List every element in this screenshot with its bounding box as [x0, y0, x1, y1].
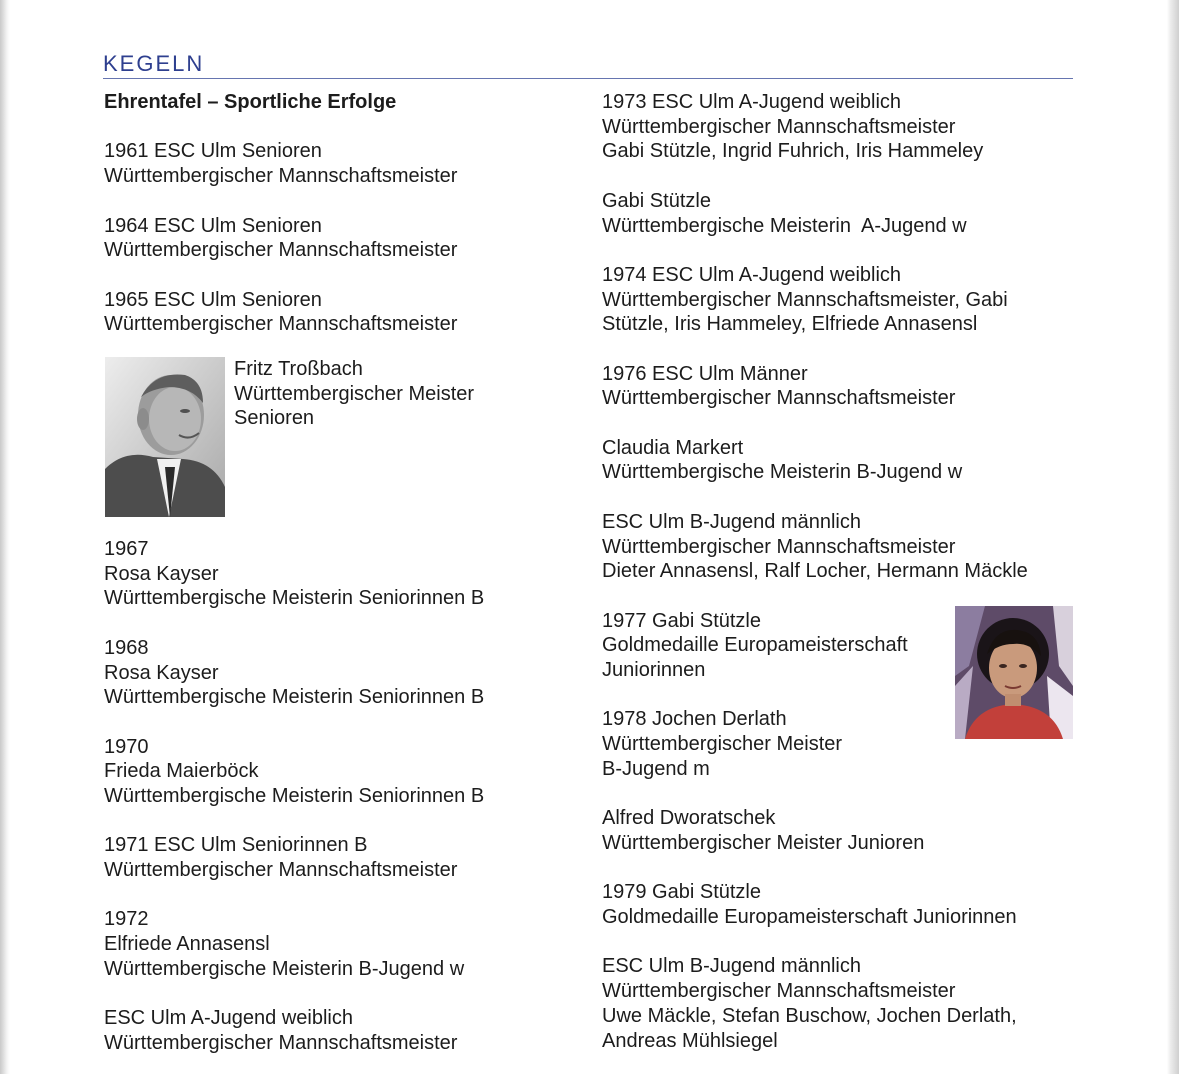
entry-line: 1977 Gabi Stützle [602, 609, 761, 632]
entry-line: Gabi Stützle [602, 189, 711, 212]
achievement-entry [602, 436, 1074, 485]
entry-line: 1979 Gabi Stützle [602, 881, 761, 904]
caption-line: Württembergischer Meister [234, 382, 475, 405]
entry-line: Württembergische Meisterin B-Jugend w [602, 461, 963, 484]
caption-line: Fritz Troßbach [234, 358, 363, 380]
photo-caption [234, 357, 474, 431]
spacer [104, 115, 574, 140]
achievement-entry [602, 90, 1074, 164]
caption-line: Senioren [234, 407, 315, 430]
entry-line: Württembergischer Meister [602, 733, 843, 756]
entry-line: Württembergischer Mannschaftsmeister [104, 165, 458, 188]
entry-line: 1978 Jochen Derlath [602, 708, 787, 731]
achievement-entry [602, 954, 1074, 1053]
achievement-entry [104, 735, 574, 809]
entry-line: Württembergische Meisterin Seniorinnen B [104, 587, 485, 610]
achievement-entry [104, 636, 574, 710]
entry-line: Claudia Markert [602, 436, 744, 459]
entry-line: 1972 [104, 908, 149, 931]
achievement-entry [602, 362, 1074, 411]
entry-line: Juniorinnen [602, 659, 706, 682]
entry-line: Württembergische Meisterin A-Jugend w [602, 214, 967, 237]
entry-line: Württembergische Meisterin Seniorinnen B [104, 785, 485, 807]
entry-line: 1965 ESC Ulm Senioren [104, 288, 322, 311]
achievement-entry [104, 537, 574, 611]
entry-line: Württembergischer Mannschaftsmeister [104, 859, 458, 882]
entry-line: 1964 ESC Ulm Senioren [104, 214, 322, 237]
page-shadow-left [0, 0, 10, 1074]
entry-line: Württembergischer Mannschaftsmeister [104, 239, 458, 262]
entry-line: Württembergischer Mannschaftsmeister [602, 387, 956, 410]
entry-line: ESC Ulm A-Jugend weiblich [104, 1007, 353, 1030]
left-column [104, 90, 574, 1074]
right-column [602, 90, 1074, 1053]
entry-line: Andreas Mühlsiegel [602, 1029, 778, 1052]
page-shadow-right [1167, 0, 1179, 1074]
entry-line: Gabi Stützle, Ingrid Fuhrich, Iris Hammeley [602, 140, 984, 163]
entry-line: Frieda Maierböck [104, 760, 259, 783]
entry-line: Rosa Kayser [104, 661, 219, 684]
entry-line: B-Jugend m [602, 757, 710, 780]
entry-line: Stützle, Iris Hammeley, Elfriede Annasensl [602, 313, 978, 336]
achievement-entry [104, 214, 574, 263]
achievement-entry [104, 1006, 574, 1055]
entry-line: 1971 ESC Ulm Seniorinnen B [104, 834, 368, 857]
achievement-entry [602, 880, 1074, 929]
entry-line: Württembergischer Mannschaftsmeister [602, 115, 956, 138]
entry-line: Uwe Mäckle, Stefan Buschow, Jochen Derlath, [602, 1004, 1017, 1027]
entry-line: Dieter Annasensl, Ralf Locher, Hermann Mäckle [602, 560, 1028, 583]
entry-line: Württembergischer Mannschaftsmeister [602, 980, 956, 1003]
entry-line: 1970 [104, 735, 149, 758]
entry-line: 1961 ESC Ulm Senioren [104, 140, 322, 163]
achievement-entry [602, 189, 1074, 238]
section-title: KEGELN [103, 51, 205, 76]
title-divider [103, 78, 1073, 79]
honor-board-heading: Ehrentafel – Sportliche Erfolge [104, 91, 397, 113]
entry-line: Württembergischer Mannschaftsmeister [602, 535, 956, 558]
entry-line: Württembergische Meisterin Seniorinnen B [104, 686, 485, 709]
entry-line: ESC Ulm B-Jugend männlich [602, 510, 861, 533]
entry-line: Württembergische Meisterin B-Jugend w [104, 957, 465, 980]
entry-line: 1976 ESC Ulm Männer [602, 362, 808, 385]
achievement-entry [104, 833, 574, 882]
entry-line: 1973 ESC Ulm A-Jugend weiblich [602, 91, 902, 113]
entry-line: Württembergischer Mannschaftsmeister, Gabi [602, 288, 1008, 311]
achievement-entry [602, 510, 1074, 584]
entry-line: Goldmedaille Europameisterschaft Juniorinnen [602, 906, 1017, 929]
entry-line: Württembergischer Meister Junioren [602, 831, 925, 854]
entry-line: Elfriede Annasensl [104, 933, 270, 956]
achievement-entry [104, 139, 574, 188]
achievement-entry [602, 263, 1074, 337]
achievement-entry [104, 288, 574, 337]
achievement-entry [104, 907, 574, 981]
entry-line: Württembergischer Mannschaftsmeister [104, 1031, 458, 1054]
photo-entry [104, 357, 574, 519]
entry-line: 1968 [104, 636, 149, 659]
portrait-photo-woman [955, 606, 1073, 739]
entry-line: ESC Ulm B-Jugend männlich [602, 955, 861, 978]
entry-line: Württembergischer Mannschaftsmeister [104, 313, 458, 336]
achievement-entry [602, 806, 1074, 855]
entry-line: Rosa Kayser [104, 562, 219, 585]
entry-line: 1967 [104, 538, 149, 560]
entry-line: Alfred Dworatschek [602, 807, 776, 830]
entry-line: Goldmedaille Europameisterschaft [602, 634, 908, 657]
portrait-photo-man [105, 357, 225, 517]
entry-line: 1974 ESC Ulm A-Jugend weiblich [602, 263, 902, 286]
